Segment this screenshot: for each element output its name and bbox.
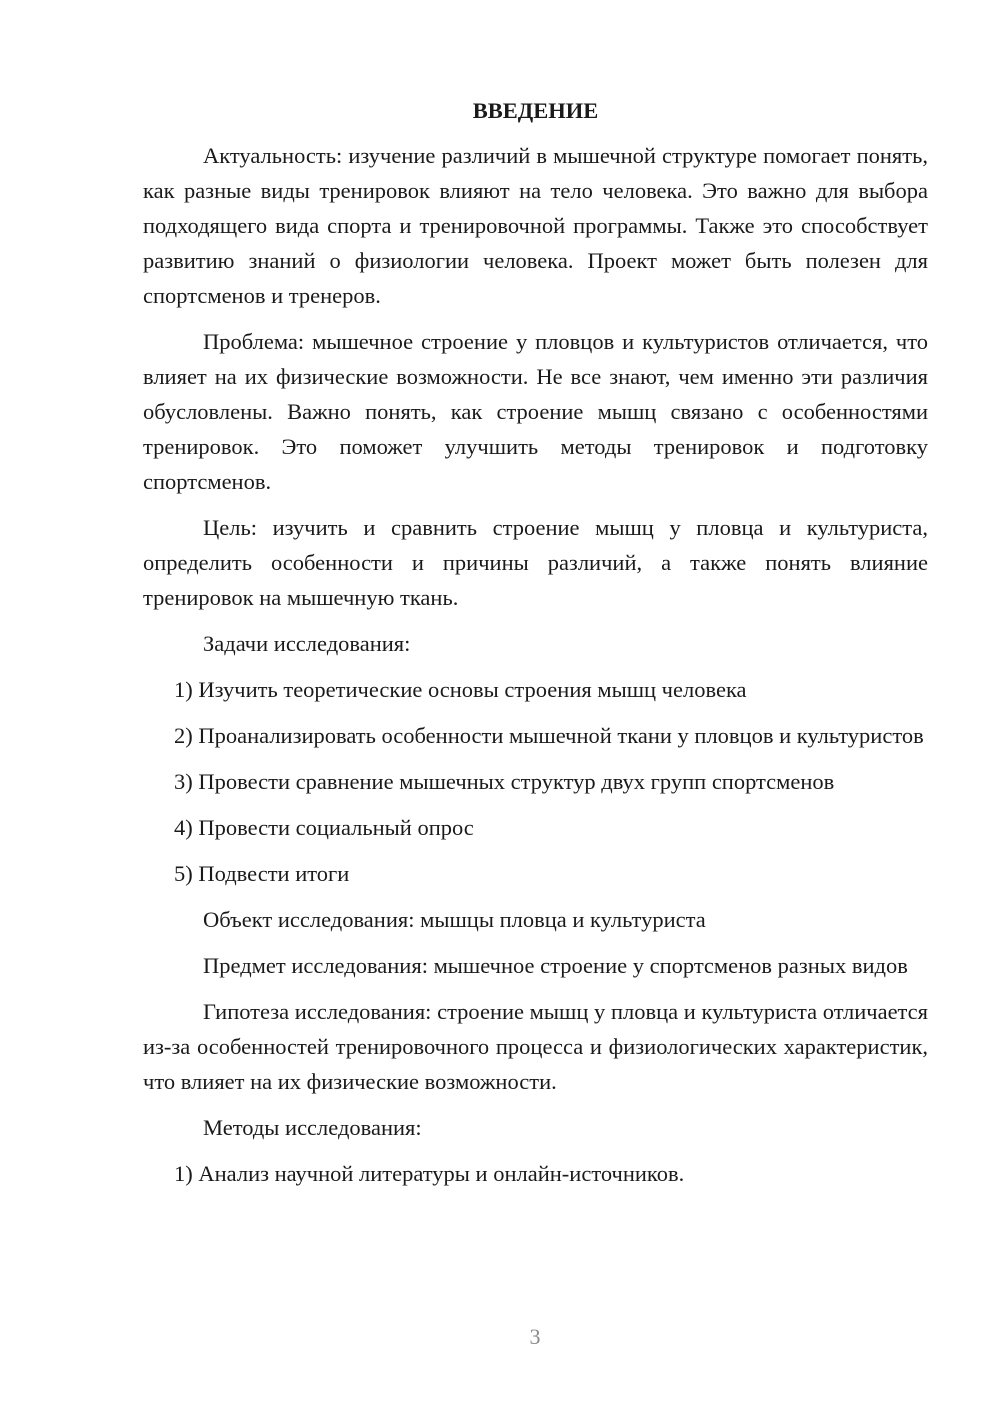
tasks-heading: Задачи исследования: [203,631,411,656]
task-item: 4) Провести социальный опрос [174,815,474,840]
page-content [143,93,928,1202]
method-item: 1) Анализ научной литературы и онлайн-источников. [174,1161,685,1186]
hypothesis-paragraph: Гипотеза исследования: строение мышц у пловца и культуриста отличается из-за особенностей тренировочного процесса и физиологических характеристик, что влияет на их физические возможности. [143,999,928,1094]
section-title: ВВЕДЕНИЕ [472,98,599,123]
task-item: 1) Изучить теоретические основы строения мышц человека [174,677,747,702]
relevance-paragraph: Актуальность: изучение различий в мышечной структуре помогает понять, как разные виды тренировок влияют на тело человека. Это важно для выбора подходящего вида спорта и тренировочной программы. Также это способствует развитию знаний о физиологии человека. Проект может быть полезен для спортсменов и тренеров. [143,143,928,308]
task-item: 3) Провести сравнение мышечных структур двух групп спортсменов [174,769,835,794]
goal-paragraph: Цель: изучить и сравнить строение мышц у пловца и культуриста, определить особенности и причины различий, а также понять влияние тренировок на мышечную ткань. [143,515,928,610]
page-number: 3 [529,1324,541,1349]
problem-paragraph: Проблема: мышечное строение у пловцов и культуристов отличается, что влияет на их физические возможности. Не все знают, чем именно эти различия обусловлены. Важно понять, как строение мышц связано с особенностями тренировок. Это поможет улучшить методы тренировок и подготовку спортсменов. [143,329,928,494]
subject-paragraph: Предмет исследования: мышечное строение у спортсменов разных видов [203,953,908,978]
task-item: 5) Подвести итоги [174,861,350,886]
task-item: 2) Проанализировать особенности мышечной ткани у пловцов и культуристов [174,723,924,748]
methods-heading: Методы исследования: [203,1115,422,1140]
object-paragraph: Объект исследования: мышцы пловца и культуриста [203,907,706,932]
